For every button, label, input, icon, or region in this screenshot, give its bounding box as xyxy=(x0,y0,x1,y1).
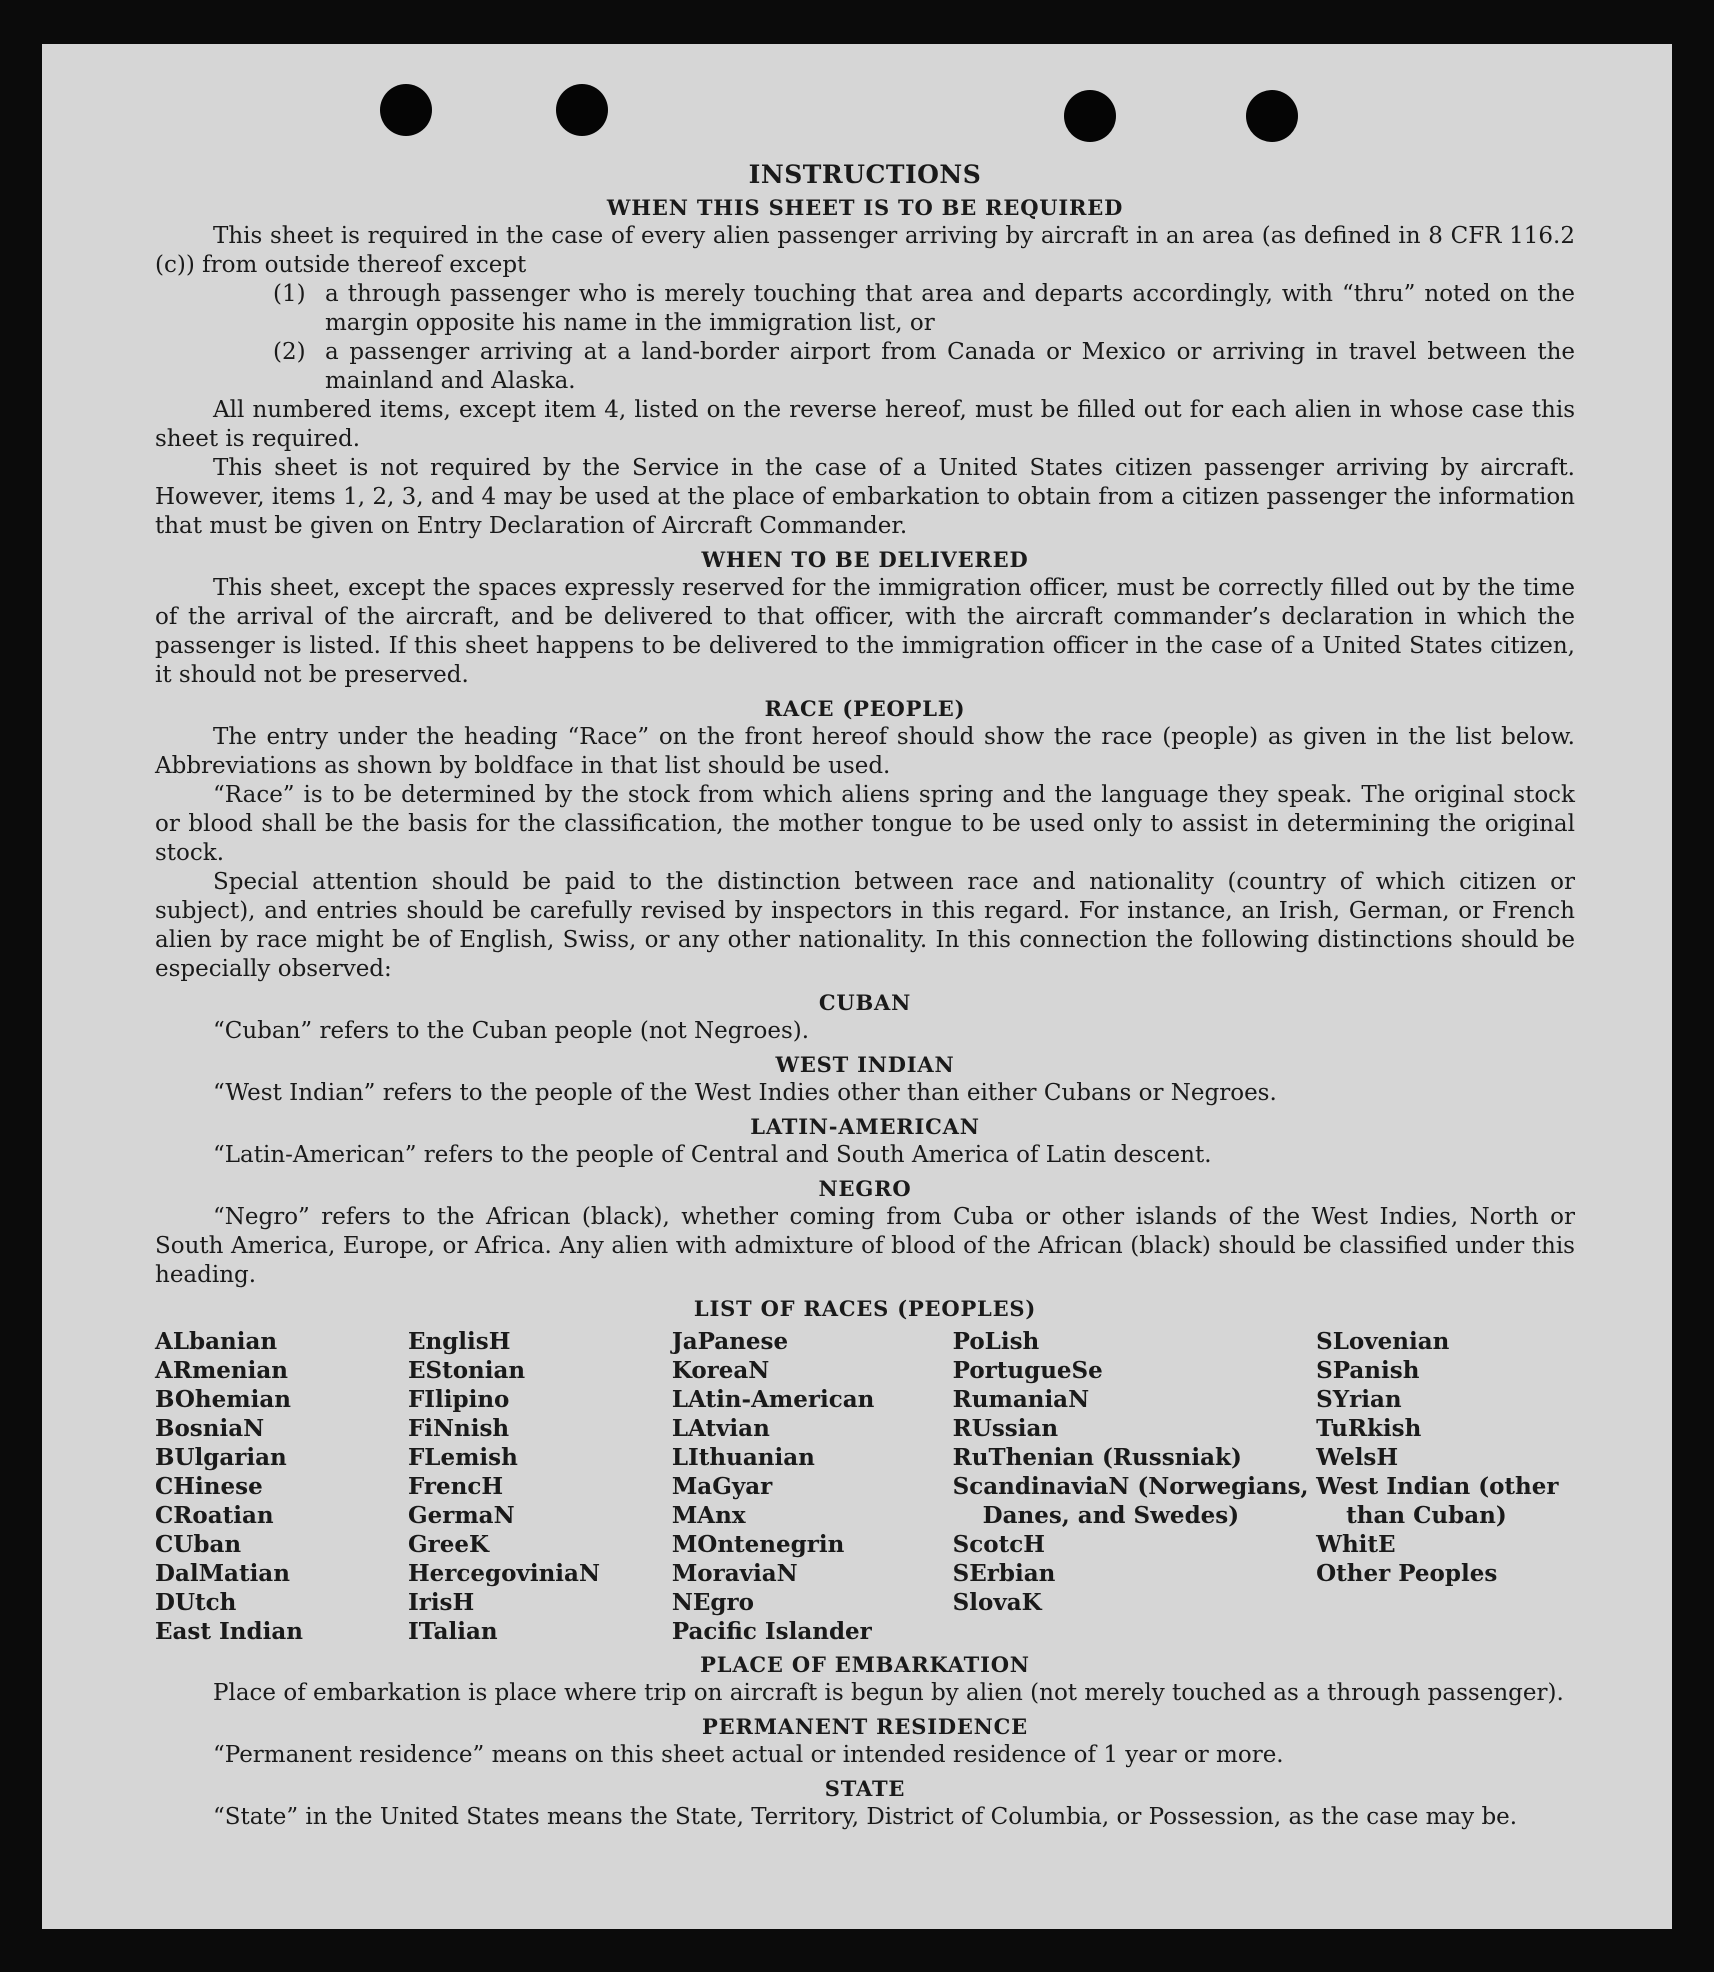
race-entry: CRoatian xyxy=(155,1502,274,1529)
paragraph: All numbered items, except item 4, listed on the reverse hereof, must be filled out for each alien in whose case this sheet is required. xyxy=(155,397,1575,452)
race-entry: FrencH xyxy=(407,1473,504,1500)
paragraph: The entry under the heading “Race” on the front hereof should show the race (people) as given in the list below. Abbreviations as shown by boldface in that list should be used. xyxy=(155,724,1575,779)
race-entry: MaGyar xyxy=(671,1473,773,1500)
race-entry: PoLish xyxy=(952,1328,1040,1355)
race-entry: MoraviaN xyxy=(671,1560,798,1587)
race-entry: ScotcH xyxy=(952,1531,1045,1558)
document-sheet xyxy=(42,44,1672,1929)
races-column-5 xyxy=(1316,1327,1575,1646)
race-entry: CUban xyxy=(155,1531,242,1558)
race-entry: Other Peoples xyxy=(1316,1560,1498,1587)
race-entry: FIlipino xyxy=(407,1386,510,1413)
instructions-content xyxy=(155,114,1575,1832)
item-text: a through passenger who is merely touching that area and departs accordingly, with “thru” noted on the margin opposite his name in the immigration list, or xyxy=(325,281,1575,336)
heading-negro: NEGRO xyxy=(818,1176,912,1201)
heading-latin-american: LATIN-AMERICAN xyxy=(750,1114,980,1139)
race-entry: NEgro xyxy=(671,1589,754,1616)
race-entry: EStonian xyxy=(407,1357,526,1384)
race-entry: SLovenian xyxy=(1316,1328,1450,1355)
race-entry: ITalian xyxy=(407,1618,498,1645)
races-column-2 xyxy=(408,1327,672,1646)
race-entry: SErbian xyxy=(952,1560,1056,1587)
race-entry: Pacific Islander xyxy=(671,1618,872,1645)
item-number: (1) xyxy=(273,281,306,307)
race-entry: RuThenian (Russniak) xyxy=(952,1444,1242,1471)
race-entry: EnglisH xyxy=(407,1328,511,1355)
race-entry: LIthuanian xyxy=(671,1444,815,1471)
paragraph: Special attention should be paid to the distinction between race and nationality (country of which citizen or subject), and entries should be carefully revised by inspectors in this regard. For instance, an Irish, German, or French alien by race might be of English, Swiss, or any other nationality. In this connection the following distinctions should be especially observed: xyxy=(155,869,1575,982)
item-text: a passenger arriving at a land-border airport from Canada or Mexico or arriving in travel between the mainland and Alaska. xyxy=(325,339,1575,394)
race-entry: GreeK xyxy=(407,1531,489,1558)
races-list xyxy=(155,1327,1575,1646)
paragraph: “Cuban” refers to the Cuban people (not Negroes). xyxy=(213,1018,810,1044)
race-entry: BOhemian xyxy=(155,1386,291,1413)
race-entry: DalMatian xyxy=(155,1560,290,1587)
heading-west-indian: WEST INDIAN xyxy=(775,1052,955,1077)
races-column-1 xyxy=(155,1327,408,1646)
race-entry: WhitE xyxy=(1316,1531,1396,1558)
item-number: (2) xyxy=(273,339,306,365)
race-entry: ALbanian xyxy=(155,1328,278,1355)
race-entry: East Indian xyxy=(155,1618,303,1645)
race-entry: FiNnish xyxy=(407,1415,510,1442)
race-entry: JaPanese xyxy=(671,1328,789,1355)
paragraph: “State” in the United States means the State, Territory, District of Columbia, or Possession, as the case may be. xyxy=(213,1804,1518,1830)
race-entry: ARmenian xyxy=(155,1357,289,1384)
race-entry: WelsH xyxy=(1316,1444,1399,1471)
list-item xyxy=(273,280,1575,338)
race-entry: TuRkish xyxy=(1316,1415,1422,1442)
races-column-3 xyxy=(672,1327,953,1646)
race-entry: SlovaK xyxy=(952,1589,1042,1616)
race-entry: West Indian (other than Cuban) xyxy=(1316,1473,1559,1529)
race-entry: KoreaN xyxy=(671,1357,770,1384)
races-column-4 xyxy=(953,1327,1316,1646)
heading-cuban: CUBAN xyxy=(818,990,912,1015)
race-entry: PortugueSe xyxy=(952,1357,1103,1384)
paragraph: This sheet is required in the case of every alien passenger arriving by aircraft in an area (as defined in 8 CFR 116.2 (c)) from outside thereof except xyxy=(155,223,1575,278)
race-entry: MOntenegrin xyxy=(671,1531,845,1558)
page-title: INSTRUCTIONS xyxy=(748,160,982,189)
paragraph: “Latin-American” refers to the people of Central and South America of Latin descent. xyxy=(213,1142,1212,1168)
race-entry: GermaN xyxy=(407,1502,515,1529)
paragraph: “Race” is to be determined by the stock from which aliens spring and the language they speak. The original stock or blood shall be the basis for the classification, the mother tongue to be used only to assist in determining the original stock. xyxy=(155,782,1575,866)
heading-when-delivered: WHEN TO BE DELIVERED xyxy=(701,547,1029,572)
heading-permanent-residence: PERMANENT RESIDENCE xyxy=(702,1714,1028,1739)
paragraph: “Permanent residence” means on this sheet actual or intended residence of 1 year or more. xyxy=(213,1742,1284,1768)
paragraph: “Negro” refers to the African (black), whether coming from Cuba or other islands of the West Indies, North or South America, Europe, or Africa. Any alien with admixture of blood of the African (black) should be classified under this heading. xyxy=(155,1204,1575,1288)
race-entry: SPanish xyxy=(1316,1357,1420,1384)
paragraph: This sheet, except the spaces expressly reserved for the immigration officer, must be correctly filled out by the time of the arrival of the aircraft, and be delivered to that officer, with the aircraft commander’s declaration in which the passenger is listed. If this sheet happens to be delivered to the immigration officer in the case of a United States citizen, it should not be preserved. xyxy=(155,575,1575,688)
race-entry: RUssian xyxy=(952,1415,1059,1442)
race-entry: IrisH xyxy=(407,1589,475,1616)
race-entry: ScandinaviaN (Norwegians, Danes, and Swedes) xyxy=(952,1473,1309,1529)
race-entry: LAtvian xyxy=(671,1415,770,1442)
paragraph: “West Indian” refers to the people of the West Indies other than either Cubans or Negroes. xyxy=(213,1080,1277,1106)
race-entry: CHinese xyxy=(155,1473,263,1500)
paragraph: Place of embarkation is place where trip on aircraft is begun by alien (not merely touched as a through passenger). xyxy=(213,1680,1564,1706)
race-entry: MAnx xyxy=(671,1502,746,1529)
heading-list-of-races: LIST OF RACES (PEOPLES) xyxy=(693,1296,1037,1321)
heading-when-required: WHEN THIS SHEET IS TO BE REQUIRED xyxy=(606,195,1124,220)
race-entry: FLemish xyxy=(407,1444,518,1471)
race-entry: BosniaN xyxy=(155,1415,265,1442)
paragraph: This sheet is not required by the Service in the case of a United States citizen passenger arriving by aircraft. However, items 1, 2, 3, and 4 may be used at the place of embarkation to obtain from a citizen passenger the information that must be given on Entry Declaration of Aircraft Commander. xyxy=(155,455,1575,539)
race-entry: SYrian xyxy=(1316,1386,1402,1413)
race-entry: DUtch xyxy=(155,1589,237,1616)
race-entry: RumaniaN xyxy=(952,1386,1090,1413)
heading-embarkation: PLACE OF EMBARKATION xyxy=(700,1652,1030,1677)
heading-race: RACE (PEOPLE) xyxy=(764,696,966,721)
race-entry: LAtin-American xyxy=(671,1386,875,1413)
list-item xyxy=(273,338,1575,396)
race-entry: BUlgarian xyxy=(155,1444,287,1471)
heading-state: STATE xyxy=(824,1776,906,1801)
race-entry: HercegoviniaN xyxy=(407,1560,600,1587)
